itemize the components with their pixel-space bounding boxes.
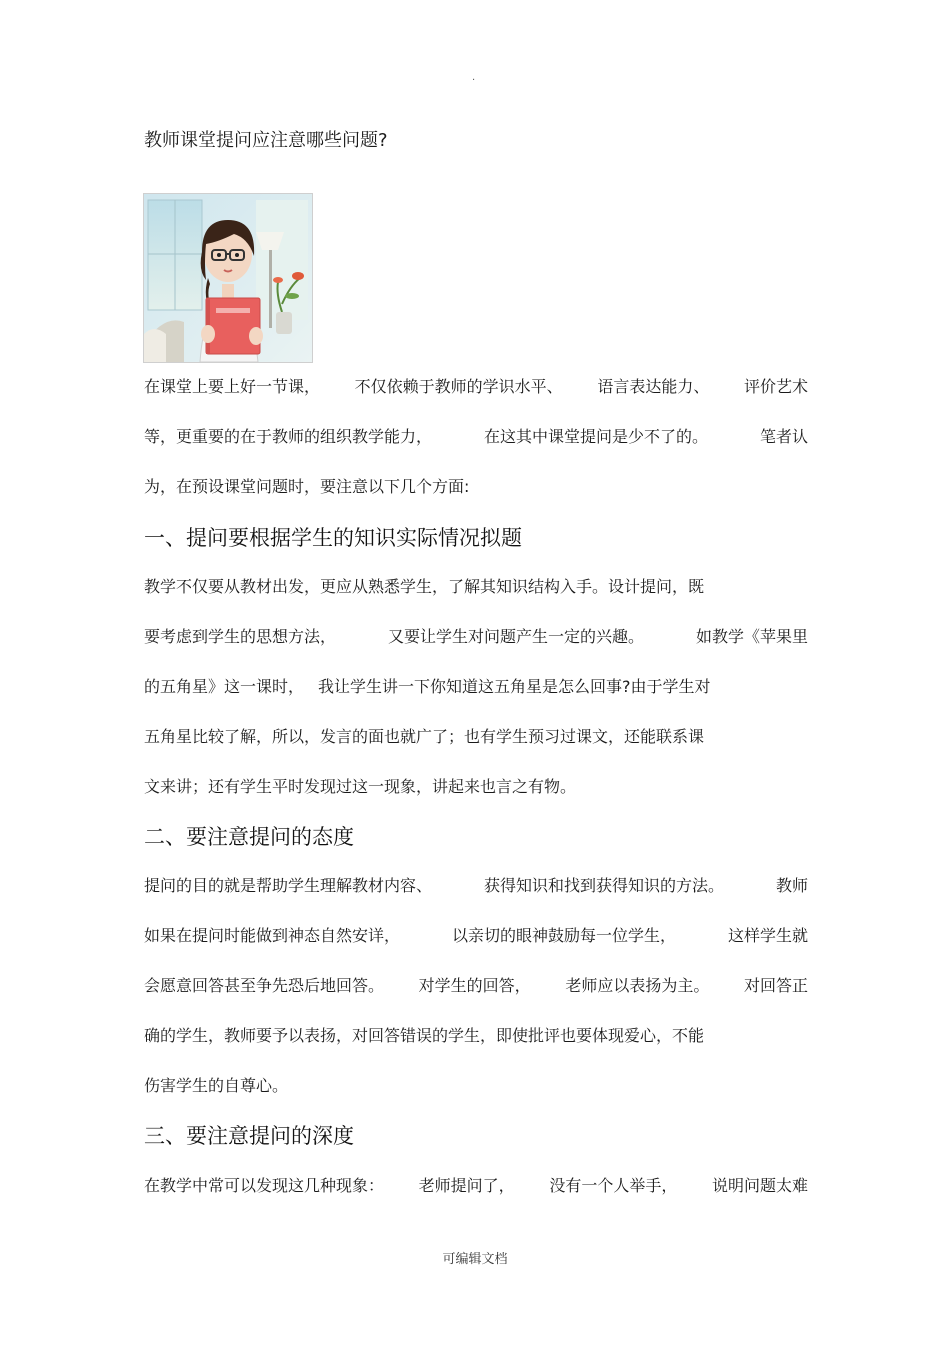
header-dot: . bbox=[472, 72, 476, 83]
paragraph-line: 提问的目的就是帮助学生理解教材内容、 获得知识和找到获得知识的方法。 教师 bbox=[144, 876, 808, 895]
paragraph-line: 文来讲；还有学生平时发现过这一现象，讲起来也言之有物。 bbox=[144, 777, 577, 796]
paragraph-line: 伤害学生的自尊心。 bbox=[144, 1076, 289, 1095]
intro-line: 在课堂上要上好一节课， 不仅依赖于教师的学识水平、 语言表达能力、 评价艺术 bbox=[144, 377, 808, 396]
paragraph-line: 在教学中常可以发现这几种现象： 老师提问了， 没有一个人举手， 说明问题太难 bbox=[144, 1176, 808, 1195]
intro-line: 为，在预设课堂问题时，要注意以下几个方面: bbox=[144, 477, 470, 496]
paragraph-line: 的五角星》这一课时， 我让学生讲一下你知道这五角星是怎么回事?由于学生对 bbox=[144, 677, 711, 696]
paragraph-line: 如果在提问时能做到神态自然安详， 以亲切的眼神鼓励每一位学生， 这样学生就 bbox=[144, 926, 808, 945]
paragraph-line: 会愿意回答甚至争先恐后地回答。 对学生的回答， 老师应以表扬为主。 对回答正 bbox=[144, 976, 808, 995]
section-heading-1: 一、提问要根据学生的知识实际情况拟题 bbox=[144, 526, 522, 550]
page-footer: 可编辑文档 bbox=[442, 1252, 508, 1267]
teacher-illustration-icon bbox=[143, 193, 313, 363]
paragraph-line: 五角星比较了解，所以，发言的面也就广了；也有学生预习过课文，还能联系课 bbox=[144, 727, 705, 746]
page-title: 教师课堂提问应注意哪些问题? bbox=[144, 130, 388, 151]
intro-line: 等，更重要的在于教师的组织教学能力， 在这其中课堂提问是少不了的。 笔者认 bbox=[144, 427, 808, 446]
section-heading-3: 三、要注意提问的深度 bbox=[144, 1124, 354, 1148]
paragraph-line: 确的学生，教师要予以表扬，对回答错误的学生，即使批评也要体现爱心，不能 bbox=[144, 1026, 705, 1045]
paragraph-line: 教学不仅要从教材出发，更应从熟悉学生，了解其知识结构入手。设计提问，既 bbox=[144, 577, 705, 596]
section-heading-2: 二、要注意提问的态度 bbox=[144, 825, 354, 849]
paragraph-line: 要考虑到学生的思想方法， 又要让学生对问题产生一定的兴趣。 如教学《苹果里 bbox=[144, 627, 808, 646]
